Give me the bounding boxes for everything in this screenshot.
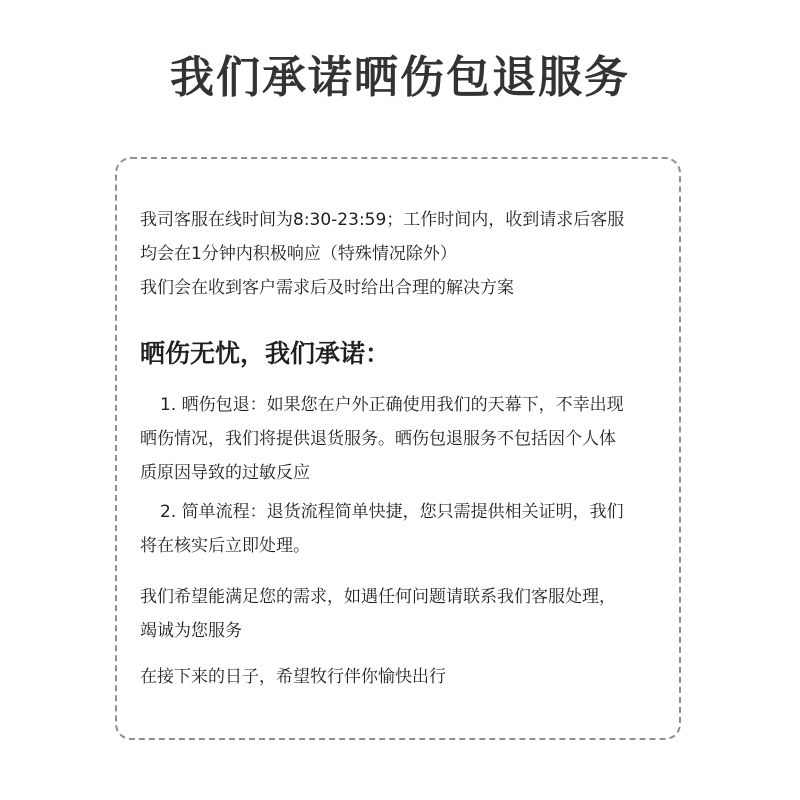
service-hours-line-3: 我们会在收到客户需求后及时给出合理的解决方案: [140, 278, 514, 298]
closing-line-1: 我们希望能满足您的需求，如遇任何问题请联系我们客服处理，: [140, 587, 616, 607]
promise-item-1-line-2: 晒伤情况，我们将提供退货服务。晒伤包退服务不包括因个人体: [140, 429, 616, 449]
closing-line-2: 竭诚为您服务: [140, 621, 242, 641]
promise-item-2: [140, 495, 670, 563]
farewell-paragraph: [140, 660, 670, 694]
service-hours-line-1: 我司客服在线时间为8:30-23:59；工作时间内，收到请求后客服: [140, 210, 625, 230]
service-hours-paragraph: [140, 203, 670, 305]
promise-item-2-line-2: 将在核实后立即处理。: [140, 536, 310, 556]
farewell-line: 在接下来的日子，希望牧行伴你愉快出行: [140, 667, 446, 687]
promise-item-1-line-3: 质原因导致的过敏反应: [140, 463, 310, 483]
service-hours-line-2: 均会在1分钟内积极响应（特殊情况除外）: [140, 244, 457, 264]
promise-item-2-line-1: 2. 简单流程：退货流程简单快捷，您只需提供相关证明，我们: [160, 502, 624, 522]
promise-heading: 晒伤无忧，我们承诺：: [140, 339, 391, 368]
page-title: 我们承诺晒伤包退服务: [170, 52, 630, 103]
closing-paragraph: [140, 580, 670, 648]
promise-item-1-line-1: 1. 晒伤包退：如果您在户外正确使用我们的天幕下，不幸出现: [160, 395, 624, 415]
promise-item-1: [140, 388, 670, 490]
